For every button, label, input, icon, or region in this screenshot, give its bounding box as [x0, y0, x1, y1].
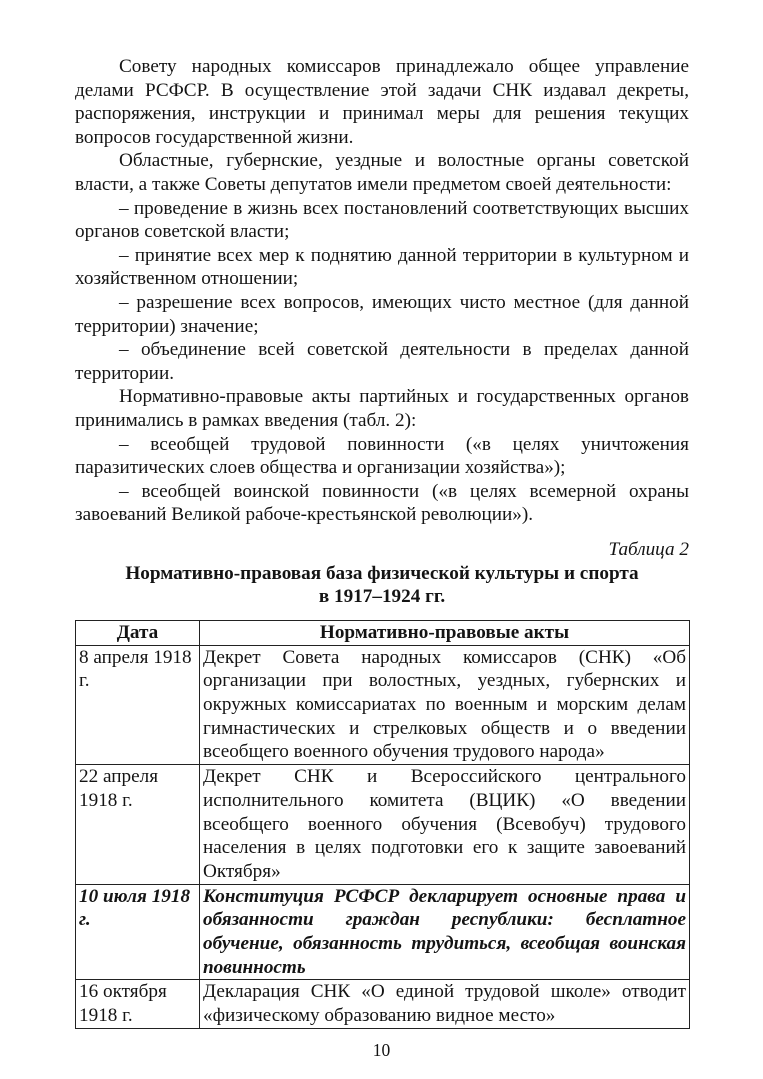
row-act-text: Декрет СНК и Всероссийского центрального исполнительного комитета (ВЦИК) «О введении всеобщего военного обучения (Всевобуч) трудового населения в целях подготовки его к защите завоеваний Октября» — [200, 765, 690, 885]
table-title-line-2: в 1917–1924 гг. — [318, 586, 446, 608]
table-row — [76, 980, 690, 1028]
row-date: 16 октября 1918 г. — [76, 980, 200, 1028]
paragraph-local-organs: Областные, губернские, уездные и волостные органы советской власти, а также Советы депутатов имели предметом своей деятельности: — [75, 150, 689, 195]
table-header-row — [76, 620, 690, 645]
legal-acts-table — [75, 620, 690, 1029]
table-label: Таблица 2 — [608, 538, 689, 560]
table-row — [76, 765, 690, 885]
page-number: 10 — [372, 1040, 391, 1060]
table-row — [76, 645, 690, 765]
paragraph-normative-acts: Нормативно-правовые акты партийных и государственных органов принимались в рамках введения (табл. 2): — [75, 386, 689, 431]
row-date: 8 апреля 1918 г. — [76, 645, 200, 765]
list-item-military-duty: – всеобщей воинской повинности («в целях всемерной охраны завоеваний Великой рабоче-крестьянской революции»). — [75, 480, 689, 526]
row-act-text: Декрет Совета народных комиссаров (СНК) «Об организации при волостных, уездных, губернских и окружных комиссариатах по военным и морским делам гимнастических и стрелковых обществ и о введении всеобщего военного обучения трудового народа» — [200, 645, 690, 765]
list-item-labor-duty: – всеобщей трудовой повинности («в целях уничтожения паразитических слоев общества и организации хозяйства»); — [75, 433, 689, 479]
header-date: Дата — [76, 620, 200, 645]
header-acts: Нормативно-правовые акты — [200, 620, 690, 645]
list-item-territory-development: – принятие всех мер к поднятию данной территории в культурном и хозяйственном отношении; — [75, 244, 689, 290]
row-act-text: Конституция РСФСР декларирует основные права и обязанности граждан республики: бесплатное обучение, обязанность трудиться, всеобщая воинская повинность — [200, 884, 690, 980]
list-item-local-questions: – разрешение всех вопросов, имеющих чисто местное (для данной территории) значение; — [75, 291, 689, 337]
list-item-unification: – объединение всей советской деятельности в пределах данной территории. — [75, 339, 689, 384]
page-body — [75, 55, 689, 1029]
table-title-line-1: Нормативно-правовая база физической культуры и спорта — [125, 562, 639, 584]
row-date: 22 апреля 1918 г. — [76, 765, 200, 885]
list-item-implementation: – проведение в жизнь всех постановлений соответствующих высших органов советской власти; — [75, 197, 689, 243]
table-title — [75, 562, 689, 609]
row-date: 10 июля 1918 г. — [76, 884, 200, 980]
paragraph-snk-management: Совету народных комиссаров принадлежало общее управление делами РСФСР. В осуществление этой задачи СНК издавал декреты, распоряжения, инструкции и принимал меры для решения текущих вопросов государственной жизни. — [75, 56, 689, 148]
table-row — [76, 884, 690, 980]
row-act-text: Декларация СНК «О единой трудовой школе» отводит «физическому образованию видное место» — [200, 980, 690, 1028]
